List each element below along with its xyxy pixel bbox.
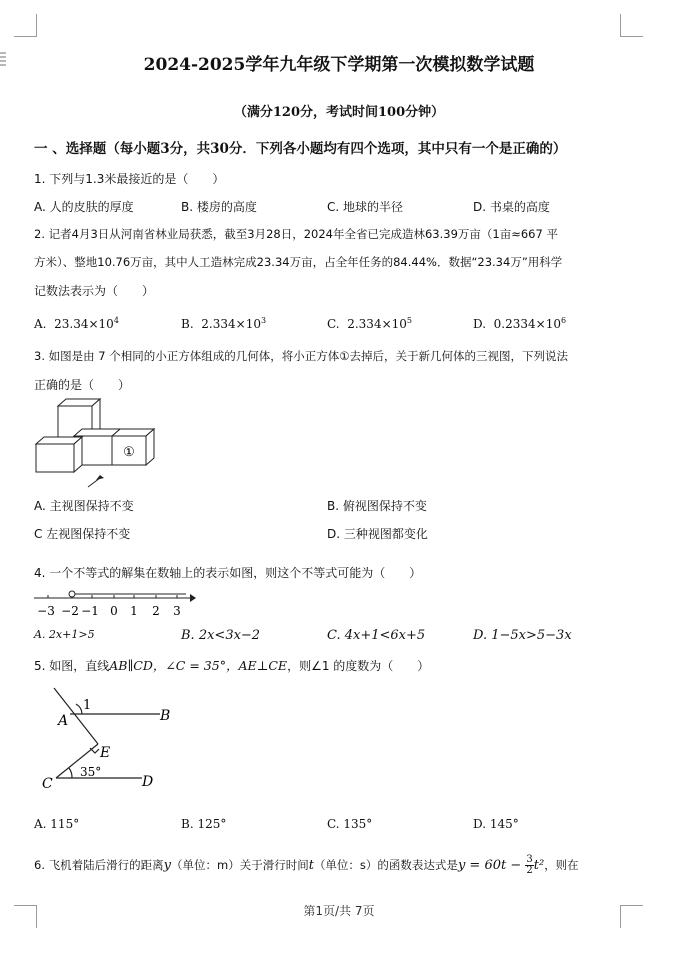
number-line	[30, 588, 200, 620]
q6-stem-part4: ，则在	[544, 858, 579, 872]
fraction-denominator: 2	[526, 865, 533, 876]
question-4-stem: 4. 一个不等式的解集在数轴上的表示如图，则这个不等式可能为（ ）	[34, 566, 422, 580]
cube-side-face	[146, 429, 154, 465]
option-value: 2.334×10	[201, 317, 261, 331]
point-d-label: D	[142, 774, 154, 790]
option-exponent: 4	[113, 316, 119, 325]
open-circle-marker	[69, 591, 75, 597]
q5-stem-math: AB∥CD，∠C = 35°，AE⊥CE	[109, 658, 288, 673]
geometry-figure-parallel-lines	[38, 682, 188, 792]
tick-label: 1	[130, 604, 138, 618]
point-c-label: C	[42, 776, 53, 792]
option-letter: D.	[473, 317, 487, 331]
option-letter: C.	[327, 317, 340, 331]
angle-35-label: 35°	[80, 765, 102, 779]
question-3-line-2: 正确的是（ ）	[34, 378, 131, 392]
page-subtitle: （满分120分，考试时间100分钟）	[233, 105, 445, 120]
q6-formula: y = 60t −	[457, 858, 526, 873]
corner-mark-top-right	[620, 14, 643, 37]
question-2-line-3: 记数法表示为（ ）	[34, 284, 155, 298]
cube-solid-figure	[30, 398, 160, 490]
q1-option-d: D. 书桌的高度	[473, 200, 550, 214]
question-1-stem: 1. 下列与1.3米最接近的是（ ）	[34, 172, 225, 186]
option-value: 2.334×10	[347, 317, 407, 331]
right-angle-mark	[90, 748, 99, 753]
angle-1-arc	[76, 704, 82, 714]
q3-option-c: C 左视图保持不变	[34, 527, 131, 541]
q2-option-d	[473, 316, 566, 331]
q5-option-d: D. 145°	[473, 817, 519, 831]
q3-option-b: B. 俯视图保持不变	[327, 499, 427, 513]
question-6-stem	[34, 855, 579, 876]
angle-1-label: 1	[83, 698, 92, 713]
q4-option-c: C. 4x+1<6x+5	[327, 628, 426, 643]
q5-stem-suffix: ，则∠1 的度数为（ ）	[287, 659, 430, 673]
cube-top-face	[74, 429, 120, 436]
q2-option-b	[181, 316, 266, 331]
q2-option-c	[327, 316, 412, 331]
q2-option-a	[34, 316, 119, 331]
page-footer: 第1页/共 7页	[303, 904, 375, 918]
q6-var-y: y	[163, 858, 171, 873]
fraction-numerator: 3	[526, 854, 533, 865]
tick-label: −2	[61, 604, 79, 618]
section-heading-choice: 一 、选择题（每小题3分，共30分．下列各小题均有四个选项，其中只有一个是正确的）	[34, 141, 567, 157]
q1-option-a: A. 人的皮肤的厚度	[34, 200, 134, 214]
option-exponent: 3	[260, 316, 267, 325]
q4-option-b: B. 2x<3x−2	[181, 628, 261, 643]
option-value: 0.2334×10	[493, 317, 561, 331]
q6-var-t: t	[308, 858, 314, 873]
q6-formula-tail: t²	[533, 858, 545, 873]
question-2-line-2: 方米）、整地10.76万亩，其中人工造林完成23.34万亩，占全年任务的84.44%．数据“23.34万”用科学	[34, 255, 563, 269]
q6-fraction	[525, 855, 533, 876]
arrow-head-icon	[96, 475, 104, 480]
point-a-label: A	[58, 713, 69, 729]
option-value: 23.34×10	[54, 317, 114, 331]
angle-c-arc	[69, 768, 72, 778]
arrow-head-icon	[190, 594, 196, 602]
tick-label: 0	[110, 604, 118, 618]
option-letter: A.	[34, 317, 47, 331]
tick-label: −3	[37, 604, 55, 618]
cube-1-label: ①	[123, 445, 135, 460]
tick-label: 3	[173, 604, 181, 618]
page-title: 2024-2025学年九年级下学期第一次模拟数学试题	[143, 55, 535, 75]
point-b-label: B	[160, 708, 171, 724]
q1-option-b: B. 楼房的高度	[181, 200, 257, 214]
question-5-stem	[34, 656, 429, 674]
question-2-line-1: 2. 记者4月3日从河南省林业局获悉，截至3月28日，2024年全省已完成造林63.39万亩（1亩≈667 平	[34, 227, 558, 241]
q5-option-a: A. 115°	[34, 817, 80, 831]
cube-front-face	[36, 444, 74, 472]
q6-stem-part3: （单位：s）的函数表达式是	[313, 858, 458, 872]
tick-label: 2	[152, 604, 160, 618]
option-exponent: 6	[560, 316, 567, 325]
q4-option-a: A. 2x+1>5	[34, 628, 95, 641]
question-3-line-1: 3. 如图是由 7 个相同的小正方体组成的几何体，将小正方体①去掉后，关于新几何体的三视图，下列说法	[34, 349, 569, 363]
q4-option-d: D. 1−5x>5−3x	[473, 628, 572, 643]
q5-option-b: B. 125°	[181, 817, 227, 831]
option-letter: B.	[181, 317, 194, 331]
q3-option-a: A. 主视图保持不变	[34, 499, 134, 513]
option-exponent: 5	[406, 316, 412, 325]
q6-stem-part2: （单位：m）关于滑行时间	[171, 858, 309, 872]
q6-stem-part1: 6. 飞机着陆后滑行的距离	[34, 858, 164, 872]
q1-option-c: C. 地球的半径	[327, 200, 404, 214]
corner-mark-top-left	[14, 14, 37, 37]
tick-label: −1	[81, 604, 99, 618]
q3-option-d: D. 三种视图都变化	[327, 527, 428, 541]
point-e-label: E	[100, 745, 111, 761]
q5-stem-prefix: 5. 如图，直线	[34, 659, 110, 673]
q5-option-c: C. 135°	[327, 817, 373, 831]
